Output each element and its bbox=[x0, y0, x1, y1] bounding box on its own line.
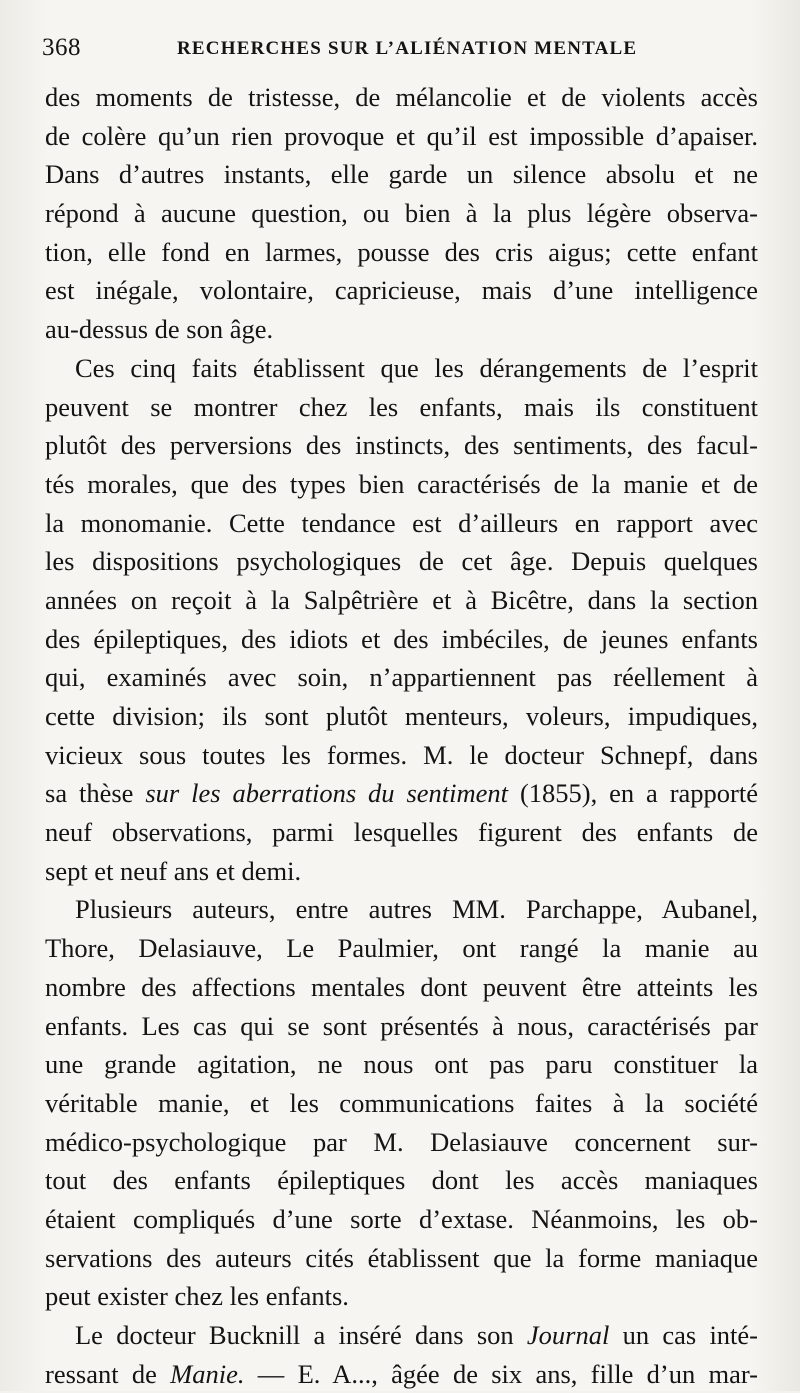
text-line bbox=[45, 774, 758, 813]
text-segment: au-dessus de son âge. bbox=[45, 314, 274, 345]
italic-text: sur les aberrations du sentiment bbox=[145, 778, 509, 809]
text-segment: étaient compliqués d’une sorte d’extase. Néanmoins, les ob- bbox=[45, 1203, 758, 1234]
text-line bbox=[45, 1200, 758, 1239]
running-title: RECHERCHES SUR L’ALIÉNATION MENTALE bbox=[177, 38, 638, 59]
text-segment: servations des auteurs cités établissent que la forme maniaque bbox=[45, 1242, 758, 1273]
text-segment: de colère qu’un rien provoque et qu’il est impossible d’apaiser. bbox=[45, 120, 758, 151]
italic-text: Manie. bbox=[170, 1358, 245, 1389]
text-segment: les dispositions psychologiques de cet âge. Depuis quelques bbox=[45, 546, 758, 577]
text-segment: Le docteur Bucknill a inséré dans son bbox=[75, 1320, 527, 1350]
text-segment: peuvent se montrer chez les enfants, mais ils constituent bbox=[45, 391, 758, 422]
text-line bbox=[45, 426, 758, 465]
text-line bbox=[45, 1123, 758, 1162]
text-line bbox=[45, 1239, 758, 1278]
text-segment: est inégale, volontaire, capricieuse, mais d’une intelligence bbox=[45, 275, 758, 306]
text-segment: répond à aucune question, ou bien à la plus légère observa- bbox=[45, 198, 758, 229]
text-line bbox=[45, 194, 758, 233]
text-line bbox=[45, 1045, 758, 1084]
text-line bbox=[45, 117, 758, 156]
text-line bbox=[45, 1084, 758, 1123]
text-line bbox=[45, 581, 758, 620]
italic-text: Journal bbox=[526, 1320, 610, 1350]
text-line bbox=[45, 658, 758, 697]
text-segment: sept et neuf ans et demi. bbox=[45, 855, 302, 886]
text-segment: médico-psychologique par M. Delasiauve concernent sur- bbox=[45, 1126, 758, 1157]
text-segment: années on reçoit à la Salpêtrière et à Bicêtre, dans la section bbox=[45, 584, 758, 615]
text-segment: tion, elle fond en larmes, pousse des cris aigus; cette enfant bbox=[45, 236, 758, 267]
text-segment: sa thèse bbox=[45, 778, 146, 809]
text-segment: — E. A..., âgée de six ans, fille d’un mar- bbox=[244, 1358, 758, 1389]
text-segment: vicieux sous toutes les formes. M. le docteur Schnepf, dans bbox=[45, 739, 758, 770]
text-line bbox=[45, 736, 758, 775]
text-segment: peut exister chez les enfants. bbox=[45, 1281, 349, 1312]
running-head bbox=[42, 34, 762, 64]
text-segment: qui, examinés avec soin, n’appartiennent pas réellement à bbox=[45, 662, 758, 693]
text-segment: cette division; ils sont plutôt menteurs, voleurs, impudiques, bbox=[45, 701, 758, 731]
text-line bbox=[45, 620, 758, 659]
text-line bbox=[45, 78, 758, 117]
text-segment: des moments de tristesse, de mélancolie et de violents accès bbox=[45, 82, 758, 112]
text-line bbox=[45, 1355, 758, 1393]
text-line bbox=[45, 1007, 758, 1046]
text-line bbox=[45, 813, 758, 852]
text-segment: tés morales, que des types bien caractérisés de la manie et de bbox=[45, 468, 758, 499]
text-segment: des épileptiques, des idiots et des imbéciles, de jeunes enfants bbox=[45, 623, 758, 654]
text-line bbox=[45, 852, 758, 891]
text-line bbox=[45, 929, 758, 968]
text-segment: une grande agitation, ne nous ont pas paru constituer la bbox=[45, 1049, 758, 1080]
text-line bbox=[45, 155, 758, 194]
text-line bbox=[45, 310, 758, 349]
text-line bbox=[45, 465, 758, 504]
text-segment: Dans d’autres instants, elle garde un silence absolu et ne bbox=[45, 159, 758, 190]
text-segment: la monomanie. Cette tendance est d’ailleurs en rapport avec bbox=[45, 507, 758, 538]
text-segment: ressant de bbox=[45, 1358, 171, 1389]
text-line bbox=[45, 697, 758, 736]
text-segment: Ces cinq faits établissent que les dérangements de l’esprit bbox=[75, 352, 758, 383]
body-text bbox=[45, 78, 758, 1393]
text-segment: neuf observations, parmi lesquelles figurent des enfants de bbox=[45, 817, 758, 848]
text-line bbox=[45, 542, 758, 581]
text-segment: Thore, Delasiauve, Le Paulmier, ont rangé la manie au bbox=[45, 933, 758, 964]
page-number: 368 bbox=[42, 34, 81, 61]
text-line bbox=[45, 388, 758, 427]
text-segment: tout des enfants épileptiques dont les accès maniaques bbox=[45, 1165, 758, 1196]
text-line bbox=[45, 1161, 758, 1200]
text-segment: plutôt des perversions des instincts, des sentiments, des facul- bbox=[45, 430, 758, 461]
text-line bbox=[45, 1277, 758, 1316]
text-line bbox=[45, 349, 758, 388]
text-line bbox=[45, 233, 758, 272]
text-line bbox=[45, 968, 758, 1007]
text-line bbox=[45, 504, 758, 543]
text-line bbox=[45, 271, 758, 310]
text-segment: un cas inté- bbox=[609, 1320, 758, 1350]
text-segment: (1855), en a rapporté bbox=[508, 778, 758, 809]
text-segment: Plusieurs auteurs, entre autres MM. Parchappe, Aubanel, bbox=[75, 894, 758, 925]
text-segment: enfants. Les cas qui se sont présentés à nous, caractérisés par bbox=[45, 1010, 758, 1041]
text-line bbox=[45, 1316, 758, 1355]
text-line bbox=[45, 890, 758, 929]
text-segment: véritable manie, et les communications faites à la société bbox=[45, 1087, 758, 1118]
text-segment: nombre des affections mentales dont peuvent être atteints les bbox=[45, 971, 758, 1002]
